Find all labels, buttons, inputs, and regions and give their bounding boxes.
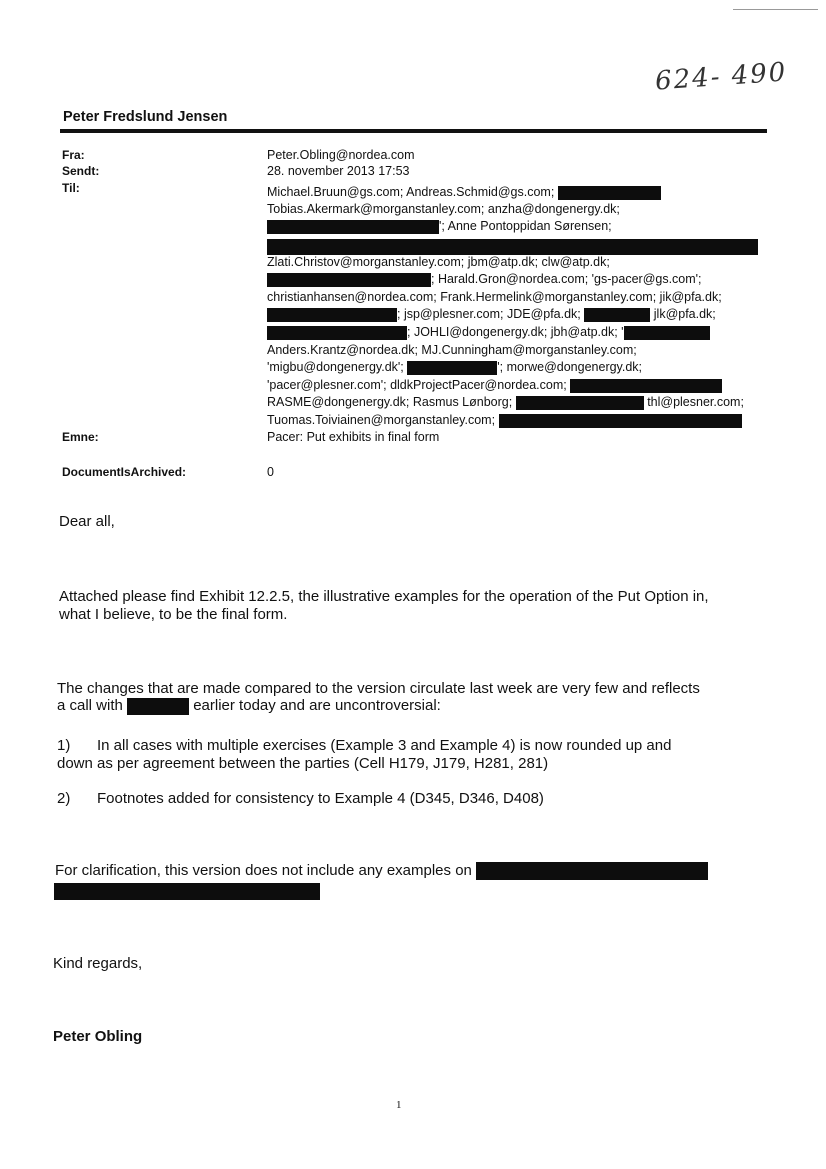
- to-line-12: 'pacer@plesner.com'; dldkProjectPacer@nordea.com;: [267, 377, 722, 395]
- paragraph-2-line-2: a call with earlier today and are uncontroversial:: [57, 697, 441, 714]
- redaction: [267, 220, 439, 234]
- to-line-8: ; jsp@plesner.com; JDE@pfa.dk; jlk@pfa.dk;: [267, 306, 716, 324]
- to-line-7: christianhansen@nordea.com; Frank.Hermelink@morganstanley.com; jik@pfa.dk;: [267, 290, 722, 304]
- redaction: [267, 308, 397, 322]
- closing: Kind regards,: [53, 955, 143, 972]
- item-1-line-2: down as per agreement between the parties (Cell H179, J179, H281, 281): [57, 755, 549, 772]
- redaction: [558, 186, 661, 200]
- greeting: Dear all,: [59, 513, 115, 530]
- clarification-line: For clarification, this version does not include any examples on: [55, 862, 708, 880]
- handwritten-annotation: 624- 490: [654, 57, 789, 97]
- to-line-11: 'migbu@dongenergy.dk'; '; morwe@dongenergy.dk;: [267, 360, 643, 374]
- label-to: Til:: [62, 181, 80, 195]
- item-1-line-1: In all cases with multiple exercises (Example 3 and Example 4) is now rounded up and: [97, 737, 672, 754]
- item-2-number: 2): [57, 790, 71, 807]
- to-line-3: '; Anne Pontoppidan Sørensen;: [267, 218, 612, 236]
- item-2-text: Footnotes added for consistency to Example 4 (D345, D346, D408): [97, 790, 544, 807]
- label-sent: Sendt:: [62, 164, 100, 178]
- redaction: [516, 396, 644, 410]
- scan-top-line: [733, 9, 818, 10]
- to-line-1: Michael.Bruun@gs.com; Andreas.Schmid@gs.com;: [267, 184, 661, 202]
- to-line-6: ; Harald.Gron@nordea.com; 'gs-pacer@gs.com';: [267, 271, 702, 289]
- header-rule: [60, 129, 767, 133]
- redaction-full-line: [267, 239, 758, 255]
- label-from: Fra:: [62, 148, 85, 162]
- to-line-5: Zlati.Christov@morganstanley.com; jbm@atp.dk; clw@atp.dk;: [267, 255, 610, 269]
- paragraph-2-line-1: The changes that are made compared to the version circulate last week are very few and reflects: [57, 680, 700, 697]
- signature: Peter Obling: [53, 1028, 143, 1045]
- redaction: [570, 379, 722, 393]
- redaction: [267, 273, 431, 287]
- sender-heading: Peter Fredslund Jensen: [63, 109, 228, 125]
- to-line-2: Tobias.Akermark@morganstanley.com; anzha@dongenergy.dk;: [267, 202, 620, 216]
- redaction-clarification-line-2: [54, 883, 320, 900]
- redaction: [584, 308, 650, 322]
- paragraph-1-line-1: Attached please find Exhibit 12.2.5, the illustrative examples for the operation of the Put Option in,: [59, 588, 709, 605]
- redaction: [499, 414, 742, 428]
- to-line-9: ; JOHLI@dongenergy.dk; jbh@atp.dk; ': [267, 324, 710, 342]
- archived-value: 0: [267, 465, 274, 479]
- item-1-number: 1): [57, 737, 71, 754]
- redaction: [267, 326, 407, 340]
- sent-value: 28. november 2013 17:53: [267, 164, 410, 178]
- label-archived: DocumentIsArchived:: [62, 465, 187, 479]
- redaction: [476, 862, 708, 880]
- to-line-10: Anders.Krantz@nordea.dk; MJ.Cunningham@morganstanley.com;: [267, 343, 637, 357]
- page-number: 1: [396, 1099, 402, 1111]
- label-subject: Emne:: [62, 430, 99, 444]
- subject-value: Pacer: Put exhibits in final form: [267, 430, 440, 444]
- from-value: Peter.Obling@nordea.com: [267, 148, 415, 162]
- redaction: [127, 698, 189, 715]
- to-line-14: Tuomas.Toiviainen@morganstanley.com;: [267, 412, 742, 430]
- redaction: [624, 326, 710, 340]
- redaction: [407, 361, 497, 375]
- paragraph-1-line-2: what I believe, to be the final form.: [59, 606, 288, 623]
- to-line-13: RASME@dongenergy.dk; Rasmus Lønborg; thl@plesner.com;: [267, 395, 744, 409]
